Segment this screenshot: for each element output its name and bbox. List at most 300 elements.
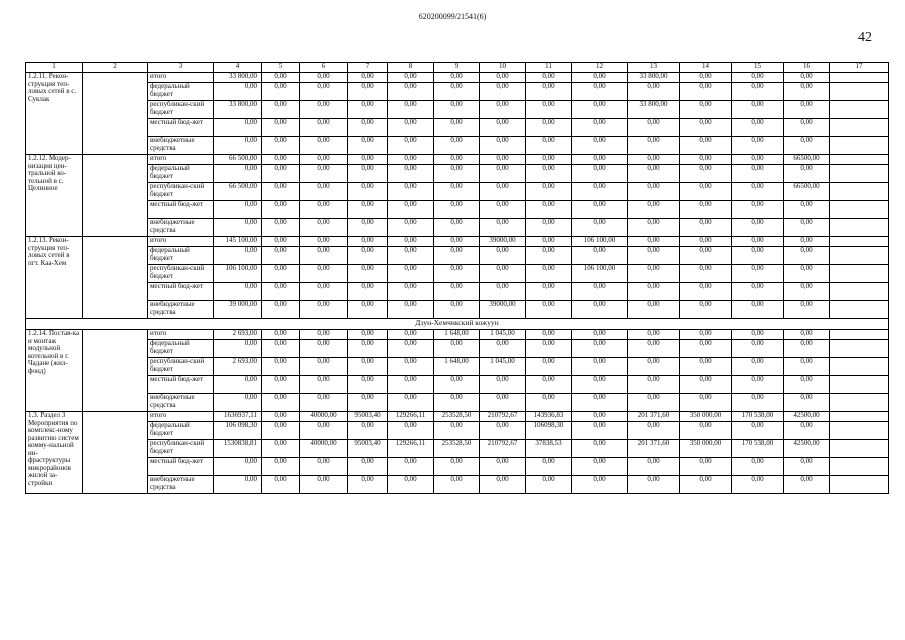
column-17-cell [830,137,889,155]
value-cell: 0,00 [348,422,388,440]
funding-source: местный бюд-жет [148,119,214,137]
value-cell: 0,00 [784,301,830,319]
column-17-cell [830,201,889,219]
value-cell: 0,00 [480,73,526,83]
value-cell: 0,00 [300,340,348,358]
value-cell: 0,00 [434,301,480,319]
value-cell: 0,00 [526,219,572,237]
value-cell: 0,00 [214,119,262,137]
value-cell: 0,00 [434,458,480,476]
value-cell: 42500,00 [784,412,830,422]
value-cell: 0,00 [732,83,784,101]
value-cell: 0,00 [526,237,572,247]
value-cell: 0,00 [434,201,480,219]
column-17-cell [830,422,889,440]
measure-title: 1.2.14. Постав-ка и монтаж модульной котельной в г. Чадане (жил-фонд) [26,330,83,412]
budget-table [25,62,889,494]
value-cell: 0,00 [388,155,434,165]
value-cell: 0,00 [348,265,388,283]
value-cell: 0,00 [388,376,434,394]
column-17-cell [830,412,889,422]
value-cell: 0,00 [680,183,732,201]
value-cell: 0,00 [388,165,434,183]
value-cell: 0,00 [262,283,300,301]
value-cell: 0,00 [784,330,830,340]
value-cell: 0,00 [262,330,300,340]
value-cell: 0,00 [526,458,572,476]
value-cell: 0,00 [480,183,526,201]
column-17-cell [830,83,889,101]
value-cell: 39000,00 [480,301,526,319]
value-cell: 0,00 [300,265,348,283]
column-17-cell [830,340,889,358]
table-row [26,237,889,247]
value-cell: 0,00 [300,73,348,83]
value-cell: 0,00 [526,340,572,358]
value-cell: 0,00 [526,476,572,494]
value-cell: 33 800,00 [214,101,262,119]
value-cell: 0,00 [348,137,388,155]
value-cell: 0,00 [526,301,572,319]
column-17-cell [830,155,889,165]
value-cell: 0,00 [732,265,784,283]
column-header: 16 [784,63,830,73]
table-row [26,340,889,358]
value-cell: 1 648,00 [434,358,480,376]
value-cell: 0,00 [262,237,300,247]
value-cell: 0,00 [784,73,830,83]
value-cell: 0,00 [434,283,480,301]
value-cell: 0,00 [784,201,830,219]
value-cell: 0,00 [388,137,434,155]
value-cell: 0,00 [680,283,732,301]
value-cell: 106098,30 [526,422,572,440]
value-cell: 0,00 [434,165,480,183]
funding-source: республикан-ский бюджет [148,101,214,119]
funding-source: местный бюд-жет [148,283,214,301]
value-cell: 0,00 [784,83,830,101]
value-cell: 0,00 [784,119,830,137]
value-cell: 0,00 [732,247,784,265]
value-cell: 0,00 [300,330,348,340]
value-cell: 0,00 [784,165,830,183]
value-cell: 0,00 [572,137,628,155]
value-cell: 0,00 [628,301,680,319]
table-row [26,376,889,394]
value-cell: 0,00 [262,476,300,494]
value-cell: 0,00 [300,137,348,155]
value-cell: 0,00 [262,165,300,183]
value-cell: 0,00 [348,340,388,358]
value-cell: 0,00 [434,137,480,155]
value-cell: 66 500,00 [214,155,262,165]
value-cell: 0,00 [784,137,830,155]
value-cell: 106 100,00 [572,265,628,283]
value-cell: 0,00 [348,165,388,183]
funding-source: внебюджетные средства [148,476,214,494]
value-cell: 0,00 [480,247,526,265]
value-cell: 0,00 [784,358,830,376]
value-cell: 0,00 [480,165,526,183]
value-cell: 0,00 [680,165,732,183]
value-cell: 0,00 [434,376,480,394]
value-cell: 0,00 [680,201,732,219]
value-cell: 0,00 [732,476,784,494]
value-cell: 0,00 [732,422,784,440]
value-cell: 0,00 [300,83,348,101]
value-cell: 0,00 [784,283,830,301]
value-cell: 0,00 [300,201,348,219]
value-cell: 0,00 [262,247,300,265]
value-cell: 0,00 [628,119,680,137]
value-cell: 0,00 [732,201,784,219]
value-cell: 37838,53 [526,440,572,458]
value-cell: 201 371,60 [628,412,680,422]
value-cell: 0,00 [628,358,680,376]
value-cell: 106 098,30 [214,422,262,440]
value-cell: 66500,00 [784,155,830,165]
value-cell: 0,00 [628,376,680,394]
value-cell: 0,00 [348,219,388,237]
column-17-cell [830,476,889,494]
value-cell: 210792,67 [480,440,526,458]
value-cell: 0,00 [680,101,732,119]
value-cell: 0,00 [680,330,732,340]
value-cell: 129266,11 [388,440,434,458]
value-cell: 0,00 [300,155,348,165]
value-cell: 0,00 [572,101,628,119]
value-cell: 0,00 [434,183,480,201]
funding-source: итого [148,73,214,83]
value-cell: 0,00 [348,73,388,83]
value-cell: 0,00 [348,83,388,101]
value-cell: 0,00 [480,283,526,301]
value-cell: 0,00 [784,476,830,494]
value-cell: 0,00 [214,201,262,219]
value-cell: 0,00 [388,358,434,376]
value-cell: 0,00 [572,83,628,101]
table-row [26,73,889,83]
value-cell: 0,00 [214,476,262,494]
value-cell: 0,00 [480,476,526,494]
value-cell: 0,00 [628,247,680,265]
value-cell: 2 693,00 [214,330,262,340]
value-cell: 0,00 [572,201,628,219]
value-cell: 253528,50 [434,440,480,458]
measure-title: 1.2.12. Модер-низация цен-тральной ко-тельной в с. Целинное [26,155,83,237]
value-cell: 0,00 [480,219,526,237]
value-cell: 0,00 [434,394,480,412]
value-cell: 143936,83 [526,412,572,422]
column-header: 14 [680,63,732,73]
table-row [26,101,889,119]
funding-source: федеральный бюджет [148,422,214,440]
value-cell: 0,00 [680,476,732,494]
value-cell: 0,00 [572,119,628,137]
value-cell: 0,00 [388,247,434,265]
funding-source: местный бюд-жет [148,376,214,394]
value-cell: 0,00 [526,330,572,340]
value-cell: 0,00 [434,155,480,165]
column-17-cell [830,283,889,301]
value-cell: 0,00 [680,422,732,440]
value-cell: 1 045,00 [480,330,526,340]
value-cell: 0,00 [732,358,784,376]
column-header: 1 [26,63,83,73]
value-cell: 1 648,00 [434,330,480,340]
value-cell: 0,00 [348,358,388,376]
column-2-cell [83,330,148,412]
funding-source: республикан-ский бюджет [148,358,214,376]
table-row [26,476,889,494]
value-cell: 0,00 [388,119,434,137]
value-cell: 0,00 [300,119,348,137]
value-cell: 0,00 [732,155,784,165]
value-cell: 0,00 [572,412,628,422]
value-cell: 0,00 [480,137,526,155]
value-cell: 201 371,60 [628,440,680,458]
value-cell: 0,00 [262,358,300,376]
value-cell: 0,00 [388,219,434,237]
value-cell: 0,00 [262,83,300,101]
value-cell: 0,00 [572,340,628,358]
value-cell: 0,00 [628,422,680,440]
value-cell: 40000,00 [300,440,348,458]
value-cell: 0,00 [300,376,348,394]
value-cell: 66 500,00 [214,183,262,201]
value-cell: 106 100,00 [214,265,262,283]
value-cell: 0,00 [526,394,572,412]
value-cell: 0,00 [526,101,572,119]
table-row [26,394,889,412]
column-2-cell [83,412,148,494]
value-cell: 0,00 [572,376,628,394]
value-cell: 0,00 [388,340,434,358]
value-cell: 0,00 [434,247,480,265]
value-cell: 0,00 [526,73,572,83]
value-cell: 0,00 [732,394,784,412]
value-cell: 0,00 [572,219,628,237]
value-cell: 0,00 [628,83,680,101]
value-cell: 0,00 [526,247,572,265]
value-cell: 2 693,00 [214,358,262,376]
value-cell: 0,00 [434,422,480,440]
value-cell: 0,00 [732,73,784,83]
value-cell: 0,00 [388,301,434,319]
column-17-cell [830,101,889,119]
value-cell: 0,00 [680,376,732,394]
district-row [26,319,889,330]
value-cell: 0,00 [388,330,434,340]
column-header: 13 [628,63,680,73]
value-cell: 95003,40 [348,412,388,422]
value-cell: 0,00 [214,458,262,476]
column-17-cell [830,265,889,283]
value-cell: 0,00 [434,476,480,494]
value-cell: 0,00 [434,237,480,247]
value-cell: 0,00 [732,340,784,358]
value-cell: 0,00 [480,422,526,440]
table-row [26,283,889,301]
value-cell: 33 800,00 [214,73,262,83]
value-cell: 0,00 [214,376,262,394]
funding-source: федеральный бюджет [148,340,214,358]
value-cell: 1 045,00 [480,358,526,376]
value-cell: 0,00 [388,458,434,476]
value-cell: 0,00 [348,376,388,394]
value-cell: 0,00 [214,165,262,183]
table-row [26,165,889,183]
value-cell: 0,00 [784,394,830,412]
column-header: 3 [148,63,214,73]
value-cell: 170 538,00 [732,440,784,458]
table-row [26,219,889,237]
value-cell: 40000,00 [300,412,348,422]
funding-source: итого [148,412,214,422]
document-id: 620200099/21541(6) [418,12,487,21]
column-17-cell [830,440,889,458]
value-cell: 0,00 [784,247,830,265]
value-cell: 0,00 [262,155,300,165]
column-17-cell [830,358,889,376]
value-cell: 0,00 [680,237,732,247]
value-cell: 0,00 [628,165,680,183]
value-cell: 0,00 [784,219,830,237]
value-cell: 0,00 [572,440,628,458]
value-cell: 0,00 [628,458,680,476]
column-17-cell [830,237,889,247]
column-header: 8 [388,63,434,73]
column-header: 6 [300,63,348,73]
table-row [26,440,889,458]
value-cell: 39 000,00 [214,301,262,319]
value-cell: 0,00 [680,219,732,237]
value-cell: 0,00 [732,458,784,476]
value-cell: 0,00 [628,476,680,494]
funding-source: итого [148,155,214,165]
value-cell: 0,00 [572,422,628,440]
value-cell: 0,00 [388,201,434,219]
value-cell: 0,00 [300,247,348,265]
funding-source: итого [148,330,214,340]
table-row [26,155,889,165]
value-cell: 0,00 [526,137,572,155]
table-row [26,458,889,476]
value-cell: 0,00 [732,237,784,247]
funding-source: федеральный бюджет [148,83,214,101]
value-cell: 0,00 [388,83,434,101]
value-cell: 170 538,00 [732,412,784,422]
value-cell: 0,00 [628,183,680,201]
value-cell: 1636937,11 [214,412,262,422]
value-cell: 0,00 [572,394,628,412]
value-cell: 0,00 [348,330,388,340]
value-cell: 0,00 [300,219,348,237]
value-cell: 350 000,00 [680,440,732,458]
value-cell: 0,00 [348,458,388,476]
value-cell: 0,00 [348,237,388,247]
value-cell: 33 800,00 [628,101,680,119]
value-cell: 0,00 [680,155,732,165]
funding-source: федеральный бюджет [148,247,214,265]
value-cell: 0,00 [262,440,300,458]
table-row [26,422,889,440]
value-cell: 0,00 [480,376,526,394]
column-17-cell [830,219,889,237]
value-cell: 210792,67 [480,412,526,422]
value-cell: 0,00 [348,183,388,201]
value-cell: 0,00 [214,137,262,155]
value-cell: 0,00 [262,265,300,283]
value-cell: 0,00 [300,476,348,494]
column-2-cell [83,237,148,319]
value-cell: 0,00 [526,283,572,301]
column-17-cell [830,247,889,265]
funding-source: федеральный бюджет [148,165,214,183]
value-cell: 42500,00 [784,440,830,458]
value-cell: 0,00 [300,458,348,476]
value-cell: 0,00 [434,119,480,137]
value-cell: 0,00 [480,83,526,101]
value-cell: 0,00 [572,330,628,340]
value-cell: 0,00 [480,340,526,358]
value-cell: 0,00 [434,340,480,358]
table-row [26,247,889,265]
value-cell: 0,00 [480,119,526,137]
value-cell: 0,00 [434,219,480,237]
column-header: 15 [732,63,784,73]
value-cell: 0,00 [628,265,680,283]
value-cell: 0,00 [388,183,434,201]
value-cell: 0,00 [784,422,830,440]
value-cell: 0,00 [214,283,262,301]
value-cell: 0,00 [480,101,526,119]
value-cell: 0,00 [434,101,480,119]
value-cell: 0,00 [480,265,526,283]
value-cell: 0,00 [680,73,732,83]
value-cell: 0,00 [526,155,572,165]
value-cell: 0,00 [732,283,784,301]
value-cell: 0,00 [784,340,830,358]
value-cell: 0,00 [526,358,572,376]
measure-title: 1.2.13. Рекон-струкция теп-ловых сетей в пгт. Каа-Хем [26,237,83,319]
value-cell: 0,00 [732,301,784,319]
value-cell: 145 100,00 [214,237,262,247]
value-cell: 0,00 [262,219,300,237]
column-header: 7 [348,63,388,73]
value-cell: 0,00 [262,201,300,219]
column-17-cell [830,183,889,201]
value-cell: 0,00 [300,165,348,183]
value-cell: 0,00 [262,73,300,83]
column-17-cell [830,394,889,412]
value-cell: 0,00 [628,237,680,247]
value-cell: 0,00 [388,476,434,494]
value-cell: 0,00 [388,422,434,440]
value-cell: 0,00 [434,265,480,283]
value-cell: 0,00 [680,137,732,155]
value-cell: 0,00 [680,301,732,319]
value-cell: 0,00 [300,301,348,319]
value-cell: 95003,40 [348,440,388,458]
value-cell: 0,00 [732,330,784,340]
district-name: Дзун-Хемчикский кожуун [26,319,889,330]
value-cell: 0,00 [732,137,784,155]
value-cell: 0,00 [388,265,434,283]
value-cell: 0,00 [572,301,628,319]
value-cell: 0,00 [348,476,388,494]
table-row [26,301,889,319]
